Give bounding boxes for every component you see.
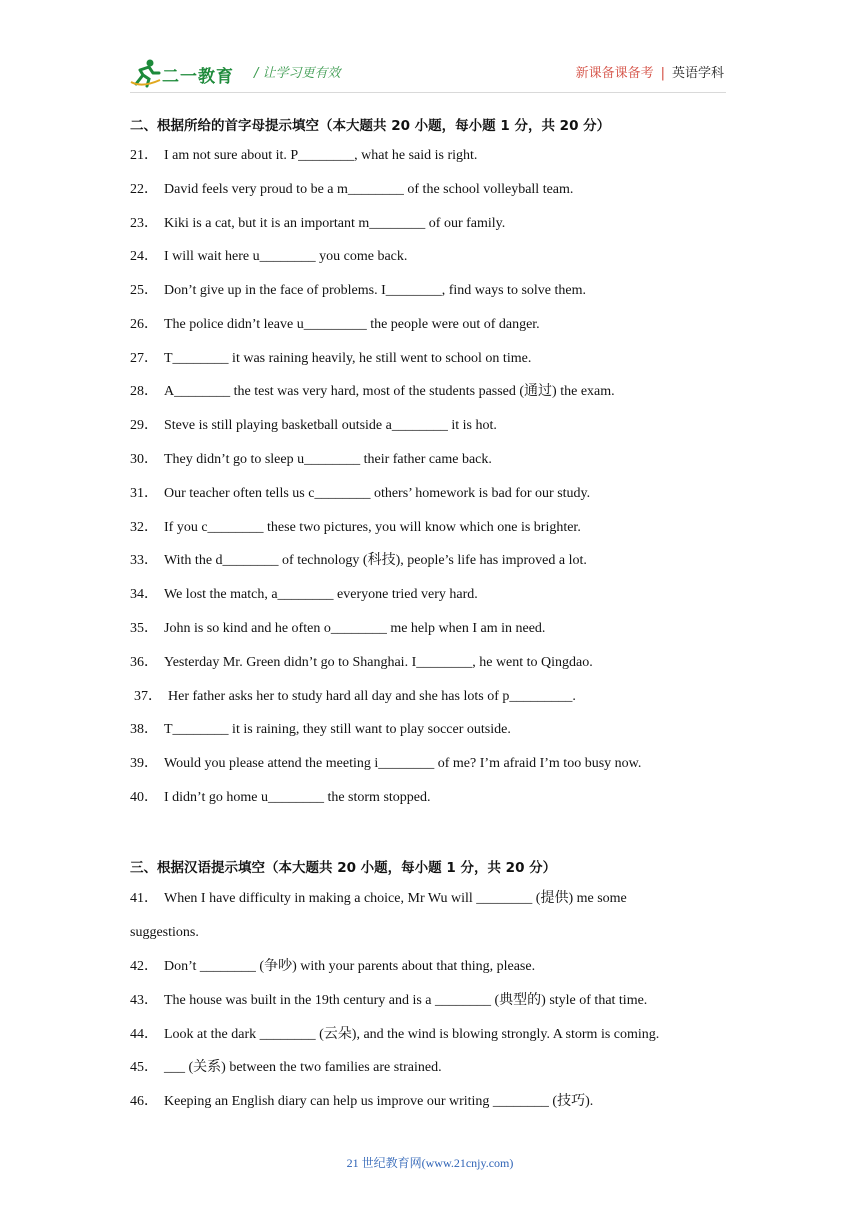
page-footer: 21 世纪教育网(www.21cnjy.com) [346,1156,514,1170]
section2-title: 二、根据所给的首字母提示填空（本大题共 20 小题，每小题 1 分，共 20 分） [130,118,611,134]
question-number: 31． [130,486,158,501]
question-text: John is so kind and he often o________ me help when I am in need. [164,621,546,636]
question-29 [130,417,497,435]
question-number: 33． [130,553,158,568]
question-40 [130,789,431,807]
question-37 [134,688,576,706]
question-number: 43． [130,993,158,1008]
subject-tag [576,62,724,81]
question-number: 25． [130,283,158,298]
page-header [130,56,730,92]
question-number: 21． [130,148,158,163]
question-46 [130,1093,593,1111]
question-number: 44． [130,1027,158,1042]
question-33 [130,552,587,570]
subject-label: 英语学科 [671,66,724,81]
question-text: I am not sure about it. P________, what he said is right. [164,148,478,163]
question-number: 22． [130,182,158,197]
question-text: Yesterday Mr. Green didn’t go to Shanghai. I________, he went to Qingdao. [164,655,593,670]
question-44 [130,1026,659,1044]
question-text: The police didn’t leave u_________ the people were out of danger. [164,317,540,332]
question-43 [130,992,647,1010]
question-text: Don’t ________ (争吵) with your parents about that thing, please. [164,959,536,974]
section3-title: 三、根据汉语提示填空（本大题共 20 小题，每小题 1 分，共 20 分） [130,860,557,876]
question-text: Look at the dark ________ (云朵), and the wind is blowing strongly. A storm is coming. [164,1027,660,1042]
course-label: 新课备课备考 [575,66,654,81]
question-text: Don’t give up in the face of problems. I________, find ways to solve them. [164,283,586,298]
question-21 [130,147,477,165]
question-41 [130,890,627,908]
question-text: Our teacher often tells us c________ others’ homework is bad for our study. [164,486,591,501]
question-text: Steve is still playing basketball outside a________ it is hot. [164,418,497,433]
runner-icon [130,58,162,88]
question-number: 45． [130,1060,158,1075]
question-text: We lost the match, a________ everyone tried very hard. [164,587,478,602]
question-text: Her father asks her to study hard all day and she has lots of p_________. [168,689,576,704]
slogan: / 让学习更有效 [254,66,341,81]
question-number: 28． [130,384,158,399]
question-41-continued: suggestions. [130,925,199,940]
question-25 [130,282,586,300]
question-45 [130,1059,442,1077]
question-number: 27． [130,351,158,366]
question-text: T________ it is raining, they still want to play soccer outside. [164,722,511,737]
question-22 [130,181,573,199]
question-number: 39． [130,756,158,771]
question-number: 38． [130,722,158,737]
question-text: Would you please attend the meeting i________ of me? I’m afraid I’m too busy now. [164,756,642,771]
question-text: Kiki is a cat, but it is an important m________ of our family. [164,216,506,231]
question-number: 37． [134,689,162,704]
question-number: 35． [130,621,158,636]
question-35 [130,620,545,638]
question-number: 24． [130,249,158,264]
question-text: They didn’t go to sleep u________ their father came back. [164,452,492,467]
question-number: 32． [130,520,158,535]
question-text: If you c________ these two pictures, you will know which one is brighter. [164,520,581,535]
logo-text: 二一教育 [162,67,234,87]
question-text: ___ (关系) between the two families are strained. [164,1060,442,1075]
question-28 [130,383,615,401]
question-30 [130,451,492,469]
question-number: 40． [130,790,158,805]
header-divider [130,92,726,93]
question-32 [130,519,581,537]
question-text: A________ the test was very hard, most of the students passed (通过) the exam. [164,384,615,399]
question-24 [130,248,407,266]
question-38 [130,721,511,739]
brand-logo [130,58,240,88]
question-number: 34． [130,587,158,602]
question-number: 42． [130,959,158,974]
question-number: 23． [130,216,158,231]
question-text: With the d________ of technology (科技), people’s life has improved a lot. [164,553,587,568]
question-23 [130,215,505,233]
question-26 [130,316,540,334]
question-42 [130,958,535,976]
question-31 [130,485,590,503]
question-36 [130,654,593,672]
question-number: 36． [130,655,158,670]
tag-separator: | [660,66,665,81]
question-text: When I have difficulty in making a choice, Mr Wu will ________ (提供) me some [164,891,627,906]
question-text: The house was built in the 19th century and is a ________ (典型的) style of that time. [164,993,648,1008]
question-text: T________ it was raining heavily, he still went to school on time. [164,351,532,366]
question-number: 26． [130,317,158,332]
question-34 [130,586,478,604]
question-text: I didn’t go home u________ the storm stopped. [164,790,431,805]
question-text: Keeping an English diary can help us improve our writing ________ (技巧). [164,1094,594,1109]
question-39 [130,755,641,773]
question-text: I will wait here u________ you come back. [164,249,408,264]
question-number: 46． [130,1094,158,1109]
question-27 [130,350,531,368]
question-number: 30． [130,452,158,467]
question-number: 29． [130,418,158,433]
question-number: 41． [130,891,158,906]
question-text: David feels very proud to be a m________ of the school volleyball team. [164,182,574,197]
